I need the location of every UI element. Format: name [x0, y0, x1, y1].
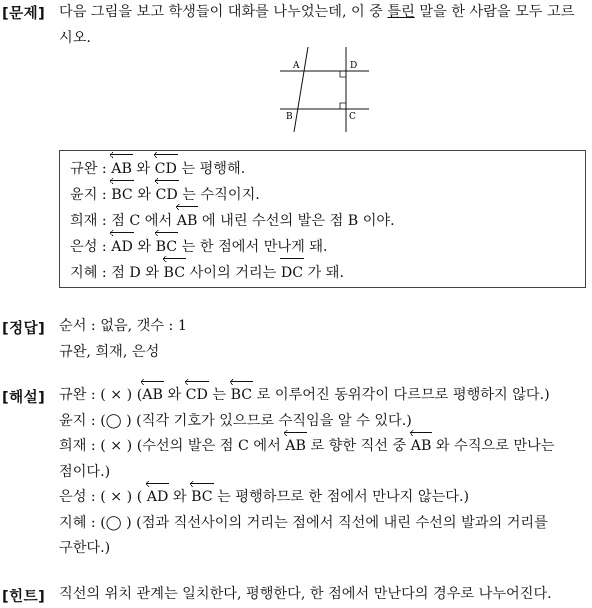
ex-text: 는 — [207, 387, 231, 403]
answer-line-1: 순서 : 없음, 갯수 : 1 — [59, 318, 187, 334]
line-symbol: BC — [164, 260, 186, 286]
label-a: A — [293, 61, 300, 71]
explanation-body — [59, 383, 588, 562]
line-symbol: BC — [111, 182, 133, 208]
dl-text: 가 돼. — [303, 265, 345, 281]
dialogue-box — [59, 150, 586, 288]
line-symbol: BC — [231, 383, 253, 409]
ex-text: 은성 : ( × ) ( — [59, 489, 147, 505]
dl-text: 와 — [132, 239, 156, 255]
dl-text: 와 — [131, 161, 155, 177]
explain-line-yunji: 윤지 : (◯ ) (직각 기호가 있으므로 수직임을 알 수 있다.) — [59, 412, 412, 429]
dialogue-line-huijae — [70, 208, 395, 234]
label-c: C — [349, 112, 356, 122]
segment-symbol: DC — [281, 260, 303, 286]
hint-text: 직선의 위치 관계는 일치한다, 평행한다, 한 점에서 만난다의 경우로 나누어진다. — [59, 586, 552, 602]
label-b: B — [286, 112, 293, 122]
dialogue-line-eunseong — [70, 234, 328, 260]
line-symbol: BC — [156, 234, 178, 260]
geometry-figure — [276, 44, 376, 140]
explain-line-eunseong — [59, 485, 588, 511]
ex-text: 와 — [162, 387, 186, 403]
explain-line-huijae-cont: 점이다.) — [59, 463, 111, 480]
answer-line-2: 규완, 희재, 은성 — [59, 343, 160, 360]
ex-text: 와 — [168, 489, 192, 505]
dl-text: 는 한 점에서 만나게 돼. — [177, 239, 328, 255]
line-symbol: CD — [186, 383, 208, 409]
line-symbol: AB — [177, 208, 198, 234]
line-symbol: AB — [142, 383, 163, 409]
dialogue-line-yunji — [70, 182, 260, 208]
dl-text: 는 평행해. — [176, 161, 246, 177]
hint-tag: [힌트] — [2, 589, 46, 605]
dl-text: 규완 : — [70, 161, 112, 177]
line-symbol: AB — [111, 156, 132, 182]
question-text-b: 말을 한 사람을 모두 고르시오. — [59, 4, 575, 46]
line-symbol: CD — [156, 182, 178, 208]
ex-text: 규완 : ( × ) ( — [59, 387, 143, 403]
line-symbol: AD — [111, 234, 133, 260]
line-symbol: BC — [191, 485, 213, 511]
dialogue-line-jihye — [70, 260, 344, 286]
explain-line-jihye: 지혜 : (◯ ) (점과 직선사이의 거리는 점에서 직선에 내린 수선의 발과의 거리를 — [59, 514, 548, 531]
explain-line-jihye-cont: 구한다.) — [59, 540, 111, 556]
dl-text: 지혜 : 점 D 와 — [70, 265, 164, 281]
dl-text: 와 — [132, 187, 156, 203]
line-symbol: AD — [147, 485, 169, 511]
dl-text: 사이의 거리는 — [185, 265, 281, 281]
dl-text: 에 내린 수선의 발은 점 B 이야. — [197, 213, 395, 229]
line-ab — [294, 47, 308, 132]
line-symbol: CD — [155, 156, 177, 182]
ex-text: 와 수직으로 만나는 — [431, 438, 555, 454]
dl-text: 는 수직이지. — [177, 187, 260, 203]
dl-text: 은성 : — [70, 239, 112, 255]
explain-line-huijae — [59, 434, 588, 460]
ex-text: 는 평행하므로 한 점에서 만나지 않는다.) — [212, 489, 470, 505]
label-d: D — [350, 61, 358, 71]
problem-tag: [문제] — [2, 6, 46, 22]
explain-line-gyuwan — [59, 383, 588, 409]
question-text-a: 다음 그림을 보고 학생들이 대화를 나누었는데, 이 중 — [59, 4, 388, 20]
answer-body — [59, 314, 588, 365]
question-underlined: 틀린 — [387, 4, 415, 20]
explanation-tag: [해설] — [2, 390, 46, 406]
right-angle-mark-c — [340, 103, 346, 109]
ex-text: 희재 : ( × ) (수선의 발은 점 C 에서 — [59, 438, 286, 454]
ex-text: 로 향한 직선 중 — [305, 438, 411, 454]
answer-tag: [정답] — [2, 321, 46, 337]
line-symbol: AB — [285, 434, 306, 460]
dl-text: 희재 : 점 C 에서 — [70, 213, 177, 229]
ex-text: 로 이루어진 동위각이 다르므로 평행하지 않다.) — [252, 387, 550, 403]
dl-text: 윤지 : — [70, 187, 112, 203]
right-angle-mark-d — [340, 71, 346, 77]
line-symbol: AB — [411, 434, 432, 460]
